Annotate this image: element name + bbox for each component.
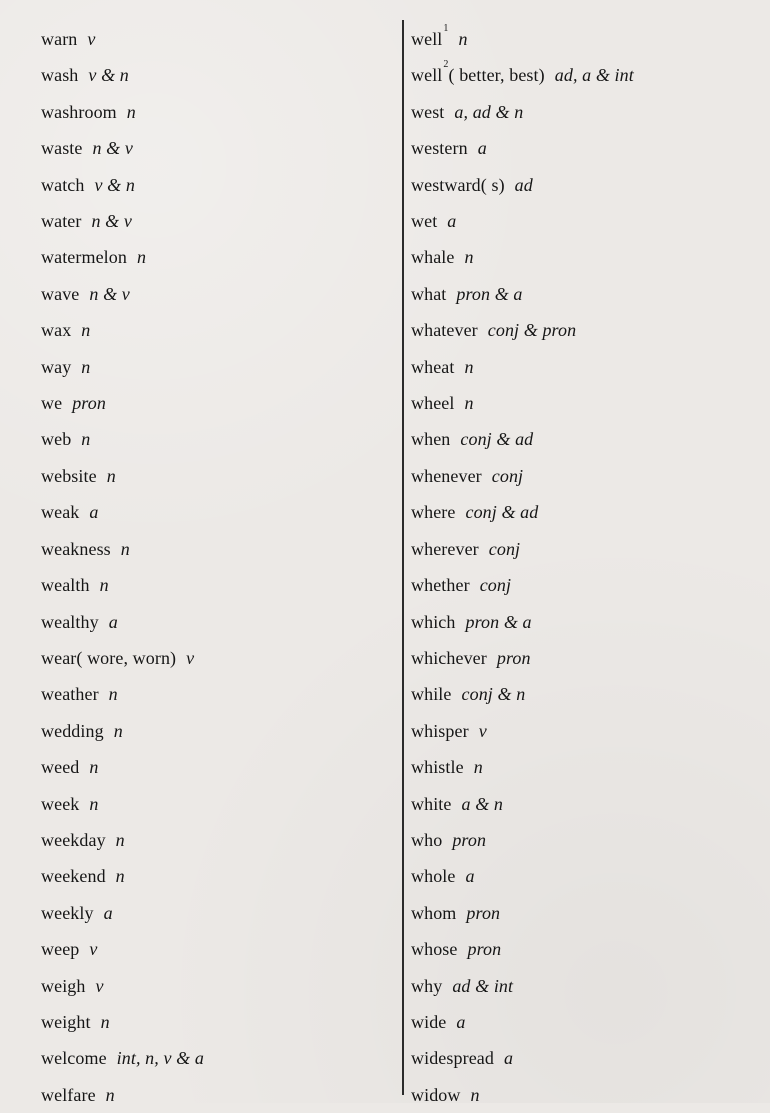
part-of-speech: conj [488,538,521,559]
headword: welfare [41,1084,96,1105]
right-entry-25 [411,895,756,931]
part-of-speech: n [120,538,130,559]
headword: wheat [411,356,455,377]
headword: web [41,429,72,450]
right-entry-14 [411,494,756,530]
headword: weekday [41,829,106,850]
left-entry-11 [41,385,386,421]
headword: wet [411,211,438,232]
headword: well [411,29,443,49]
right-entry-26 [411,931,756,967]
left-entry-08 [41,276,386,312]
part-of-speech: n [81,320,91,341]
headword: when [411,429,451,450]
part-of-speech: n [470,1084,480,1105]
part-of-speech: v [87,29,96,49]
superscript-index: 2 [443,59,449,71]
part-of-speech: n [81,429,91,450]
headword: which [411,611,456,632]
part-of-speech: n [115,866,125,887]
right-word-column [411,21,756,1113]
left-entry-14 [41,494,386,530]
right-entry-07 [411,239,756,275]
part-of-speech: conj [491,465,524,486]
part-of-speech: n [106,465,116,486]
part-of-speech: n [115,829,125,850]
part-of-speech: pron [496,647,531,668]
right-entry-01 [411,21,756,57]
headword: water [41,211,82,232]
part-of-speech: pron & a [456,283,523,304]
headword: while [411,684,452,705]
headword: wax [41,320,72,341]
part-of-speech: v [89,939,98,960]
headword: week [41,793,80,814]
headword: welcome [41,1048,107,1069]
headword: watermelon [41,247,127,268]
left-entry-16 [41,567,386,603]
left-entry-09 [41,312,386,348]
part-of-speech: n [105,1084,115,1105]
right-entry-19 [411,676,756,712]
part-of-speech: pron [452,829,487,850]
left-entry-25 [41,895,386,931]
headword: whale [411,247,455,268]
part-of-speech: pron & a [465,611,532,632]
headword: website [41,465,97,486]
left-entry-30 [41,1077,386,1113]
headword: weekly [41,902,94,923]
part-of-speech: n [89,757,99,778]
superscript-index: 1 [443,23,449,34]
left-entry-07 [41,239,386,275]
part-of-speech: a, ad & n [454,101,524,122]
headword: washroom [41,101,117,122]
part-of-speech: n [99,575,109,596]
headword: weed [41,757,80,778]
headword: widespread [411,1048,494,1069]
left-entry-21 [41,749,386,785]
right-entry-03 [411,94,756,130]
right-entry-22 [411,786,756,822]
right-entry-23 [411,822,756,858]
headword: well [411,65,443,86]
right-entry-27 [411,968,756,1004]
headword: wide [411,1011,447,1032]
part-of-speech: n & v [89,283,130,304]
headword: whenever [411,465,482,486]
part-of-speech: n [473,757,483,778]
left-entry-23 [41,822,386,858]
left-entry-22 [41,786,386,822]
part-of-speech: n & v [91,211,132,232]
headword: wealth [41,575,90,596]
part-of-speech: conj & n [461,684,526,705]
headword: westward( s) [411,174,505,195]
part-of-speech: v & n [94,174,135,195]
right-entry-09 [411,312,756,348]
headword: watch [41,174,85,195]
part-of-speech: n [126,101,136,122]
left-entry-17 [41,604,386,640]
right-entry-16 [411,567,756,603]
part-of-speech: a [89,502,99,523]
left-entry-05 [41,167,386,203]
right-entry-30 [411,1077,756,1113]
headword: weak [41,502,80,523]
part-of-speech: n [136,247,147,268]
left-entry-20 [41,713,386,749]
left-entry-19 [41,676,386,712]
right-entry-18 [411,640,756,676]
part-of-speech: n [108,684,118,705]
part-of-speech: ad [514,174,533,195]
right-entry-13 [411,458,756,494]
headword-forms: ( better, best) [448,65,545,86]
right-entry-17 [411,604,756,640]
part-of-speech: n & v [92,138,133,159]
headword: waste [41,138,83,159]
part-of-speech: conj & ad [465,502,539,523]
part-of-speech: n [464,247,474,268]
headword: wear( wore, worn) [41,647,177,668]
headword: way [41,356,72,377]
left-entry-26 [41,931,386,967]
part-of-speech: ad, a & int [554,65,634,86]
headword: we [41,393,63,414]
left-entry-28 [41,1004,386,1040]
part-of-speech: n [81,356,91,377]
headword: whichever [411,647,487,668]
right-entry-06 [411,203,756,239]
right-entry-11 [411,385,756,421]
part-of-speech: v [478,720,487,741]
headword: wedding [41,720,104,741]
part-of-speech: a [503,1048,514,1069]
right-entry-02 [411,57,756,93]
right-entry-29 [411,1040,756,1076]
left-entry-18 [41,640,386,676]
part-of-speech: n [464,393,474,414]
part-of-speech: int, n, v & a [116,1048,204,1069]
headword: why [411,975,443,996]
right-entry-28 [411,1004,756,1040]
headword: west [411,101,445,122]
part-of-speech: n [100,1011,110,1032]
headword: wheel [411,393,455,414]
part-of-speech: conj & ad [460,429,534,450]
left-entry-01 [41,21,386,57]
headword: weekend [41,866,106,887]
left-entry-10 [41,349,386,385]
headword: warn [41,29,78,49]
part-of-speech: ad & int [452,975,514,996]
part-of-speech: pron [72,393,106,414]
part-of-speech: n [113,720,123,741]
part-of-speech: a [447,211,457,232]
left-entry-12 [41,421,386,457]
left-word-column [41,21,386,1113]
headword: where [411,502,456,523]
headword: western [411,138,468,159]
headword: wherever [411,538,479,559]
headword: who [411,829,443,850]
left-entry-29 [41,1040,386,1076]
right-entry-15 [411,531,756,567]
part-of-speech: conj & pron [487,320,577,341]
headword: whom [411,902,457,923]
part-of-speech: conj [479,575,512,596]
left-entry-13 [41,458,386,494]
left-entry-03 [41,94,386,130]
part-of-speech: pron [466,902,501,923]
headword: weigh [41,975,86,996]
part-of-speech: v [95,975,104,996]
right-entry-24 [411,858,756,894]
headword: widow [411,1084,461,1105]
headword: wave [41,283,80,304]
part-of-speech: a [108,611,118,632]
headword: whose [411,939,458,960]
part-of-speech: n [464,356,474,377]
column-divider [402,20,404,1095]
headword: weakness [41,538,111,559]
headword: what [411,283,447,304]
part-of-speech: a [456,1011,466,1032]
left-entry-06 [41,203,386,239]
part-of-speech: a [477,138,487,159]
left-entry-02 [41,57,386,93]
headword: whistle [411,757,464,778]
right-entry-21 [411,749,756,785]
part-of-speech: v [186,647,195,668]
right-entry-10 [411,349,756,385]
part-of-speech: a [103,902,113,923]
headword: weight [41,1011,91,1032]
right-entry-20 [411,713,756,749]
headword: whisper [411,720,469,741]
left-entry-24 [41,858,386,894]
right-entry-12 [411,421,756,457]
right-entry-08 [411,276,756,312]
part-of-speech: n [458,29,468,49]
right-entry-05 [411,167,756,203]
part-of-speech: v & n [88,65,129,86]
headword: weep [41,939,80,960]
left-entry-15 [41,531,386,567]
part-of-speech: a [465,866,475,887]
part-of-speech: n [89,793,99,814]
part-of-speech: a & n [461,793,504,814]
right-entry-04 [411,130,756,166]
left-entry-27 [41,968,386,1004]
headword: weather [41,684,99,705]
headword: wash [41,65,79,86]
headword: whole [411,866,456,887]
headword: whatever [411,320,478,341]
headword: wealthy [41,611,99,632]
headword: white [411,793,452,814]
headword: whether [411,575,470,596]
part-of-speech: pron [467,939,502,960]
left-entry-04 [41,130,386,166]
